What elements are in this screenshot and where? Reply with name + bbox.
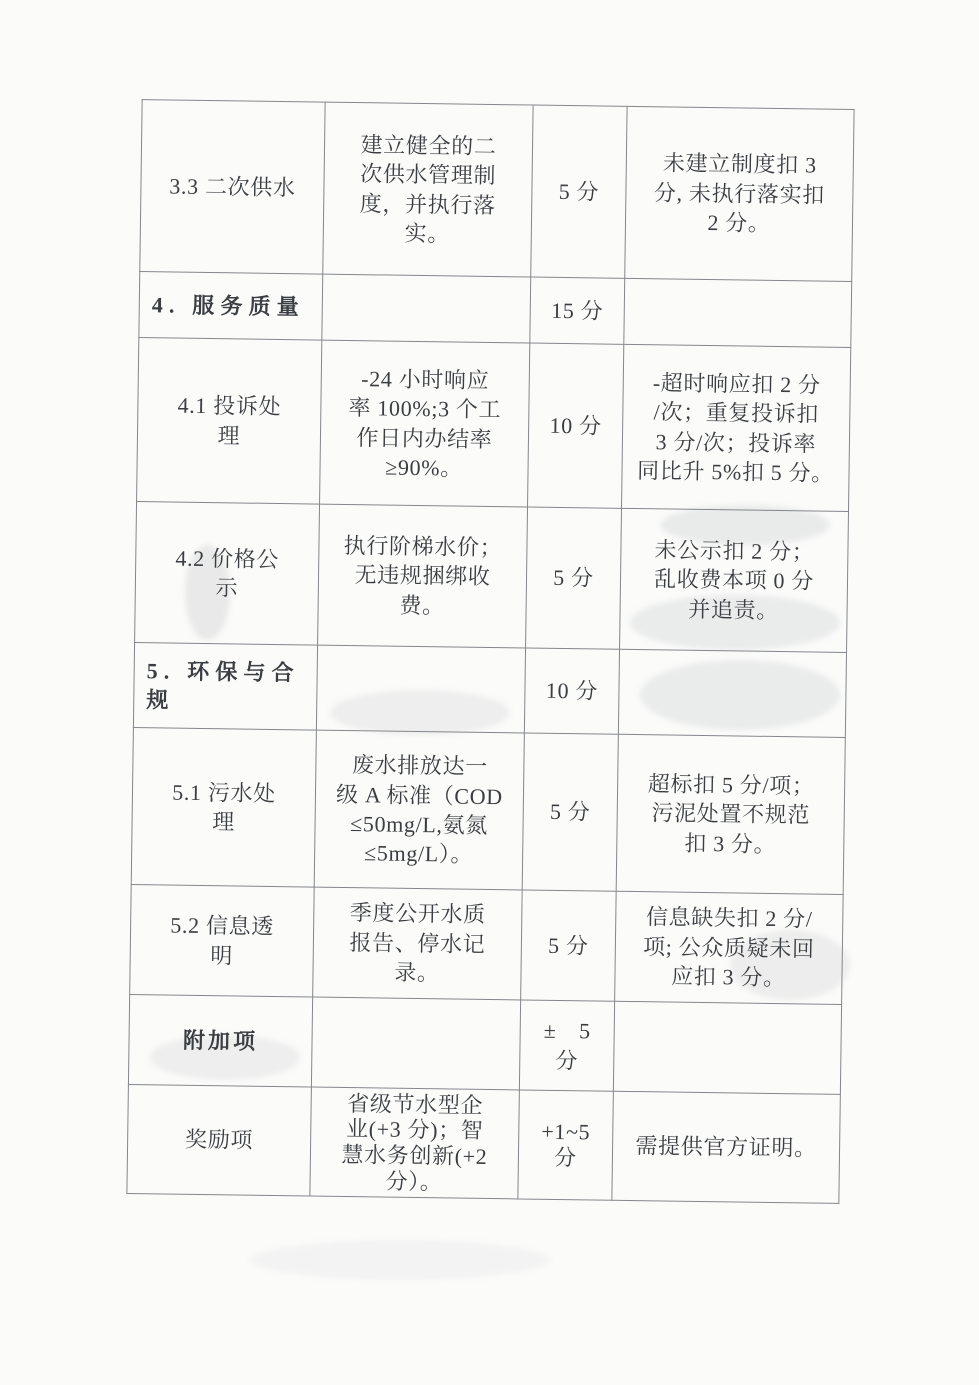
score-cell: +1~5 分 [518, 1090, 614, 1200]
item-cell: 4.2 价格公 示 [135, 502, 320, 646]
scanned-page [126, 99, 854, 1204]
item-cell: 4. 服务质量 [139, 272, 323, 341]
score-cell: 15 分 [530, 277, 625, 344]
score-cell: 5 分 [522, 733, 618, 891]
deduction-cell [618, 649, 846, 737]
item-cell: 5.2 信息透 明 [130, 885, 315, 998]
score-cell: 10 分 [528, 343, 624, 508]
table-row [128, 994, 841, 1094]
deduction-cell: 信息缺失扣 2 分/ 项; 公众质疑未回 应扣 3 分。 [615, 891, 844, 1004]
item-cell: 5. 环保与合 规 [133, 643, 317, 731]
criteria-cell: 省级节水型企 业(+3 分)；智 慧水务创新(+2 分）。 [310, 1087, 520, 1199]
deduction-cell: 超标扣 5 分/项； 污泥处置不规范 扣 3 分。 [616, 734, 845, 894]
item-cell: 4.1 投诉处 理 [137, 338, 322, 505]
deduction-cell: 未公示扣 2 分； 乱收费本项 0 分 并追责。 [620, 508, 849, 652]
table-row [131, 728, 845, 895]
table-row [127, 1084, 840, 1203]
criteria-cell [316, 645, 525, 733]
deduction-cell: 需提供官方证明。 [612, 1091, 840, 1203]
criteria-cell: 建立健全的二 次供水管理制 度，并执行落 实。 [323, 102, 533, 277]
table-row [133, 643, 846, 738]
criteria-cell [311, 997, 520, 1090]
criteria-cell: 废水排放达一 级 A 标准（COD ≤50mg/L,氨氮 ≤5mg/L）。 [314, 730, 524, 890]
deduction-cell: -超时响应扣 2 分 /次；重复投诉扣 3 分/次；投诉率 同比升 5%扣 5 分。 [622, 344, 851, 511]
table-row [130, 885, 843, 1005]
criteria-cell: -24 小时响应 率 100%;3 个工 作日内办结率 ≥90%。 [320, 340, 530, 507]
score-cell: 5 分 [521, 890, 617, 1001]
table-row [139, 272, 852, 348]
deduction-cell [613, 1001, 841, 1094]
item-cell: 奖励项 [127, 1084, 312, 1196]
criteria-cell: 执行阶梯水价； 无违规捆绑收 费。 [318, 504, 528, 648]
scan-artifact [250, 1240, 550, 1280]
table-row [135, 502, 849, 653]
table-row [140, 100, 854, 282]
item-cell: 5.1 污水处 理 [131, 728, 316, 888]
score-cell: 5 分 [526, 507, 622, 649]
evaluation-table [126, 99, 854, 1204]
score-cell: 5 分 [531, 105, 627, 278]
item-cell: 附加项 [128, 994, 312, 1087]
criteria-cell [322, 274, 531, 343]
deduction-cell [624, 278, 852, 347]
table-row [137, 338, 851, 512]
item-cell: 3.3 二次供水 [140, 100, 325, 275]
criteria-cell: 季度公开水质 报告、停水记 录。 [313, 887, 523, 1000]
deduction-cell: 未建立制度扣 3 分, 未执行落实扣 2 分。 [625, 106, 854, 281]
score-cell: ± 5 分 [519, 1000, 614, 1091]
score-cell: 10 分 [524, 648, 619, 734]
